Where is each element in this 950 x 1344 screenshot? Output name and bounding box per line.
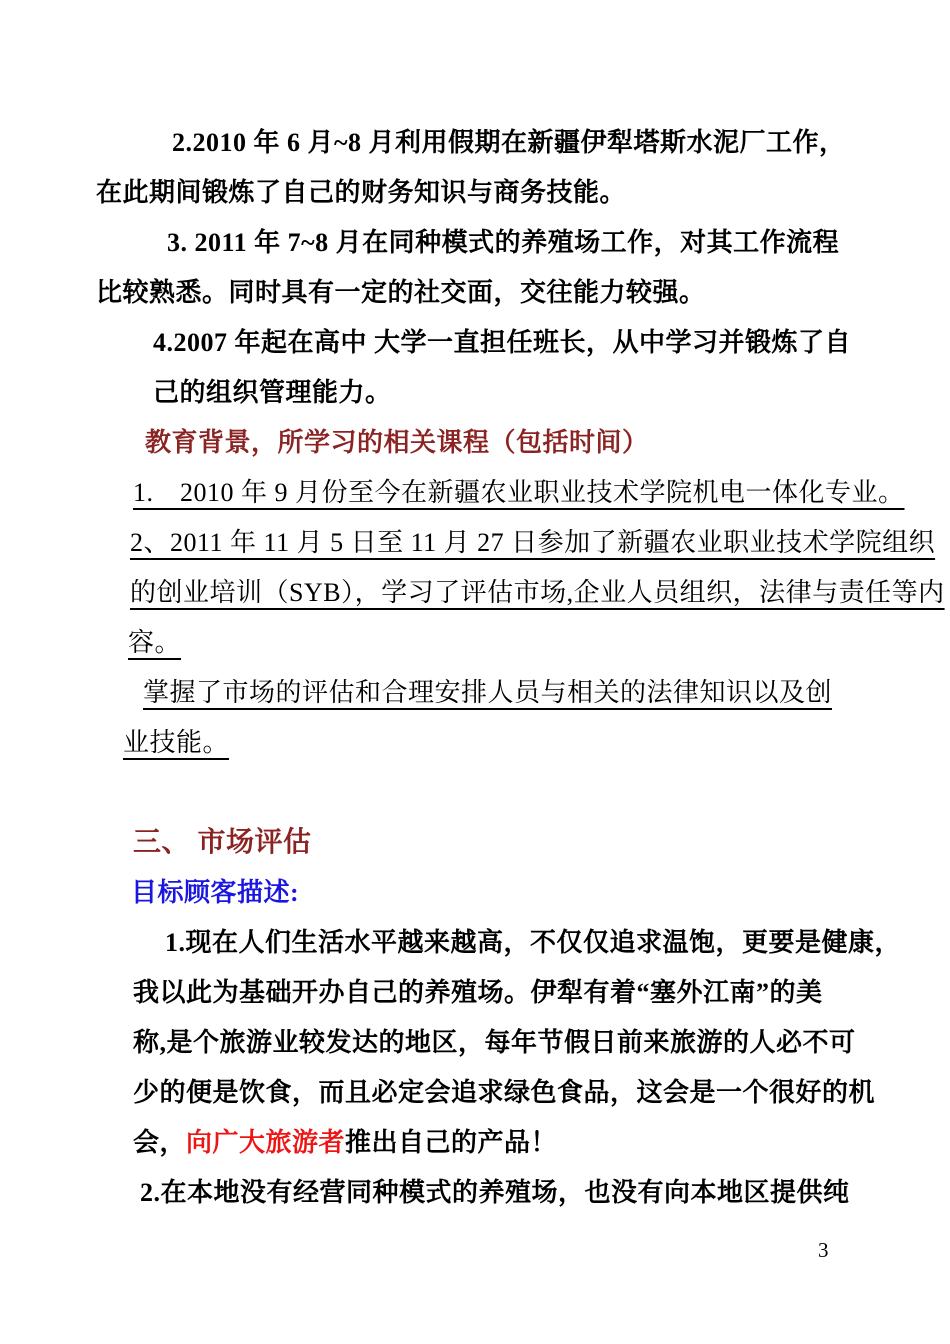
- education-item-2-line-3: 容。: [128, 628, 182, 657]
- line-text-before: 会，: [133, 1128, 187, 1157]
- document-body: [0, 118, 950, 1218]
- customers-item-1-line-5: [0, 1118, 950, 1168]
- experience-item-2-line-2: 在此期间锻炼了自己的财务知识与商务技能。: [96, 178, 627, 207]
- experience-item-3-line-1: 3. 2011 年 7~8 月在同种模式的养殖场工作，对其工作流程: [167, 228, 840, 257]
- education-section-heading: 教育背景，所学习的相关课程（包括时间）: [145, 428, 649, 457]
- education-item-2-line-2: 的创业培训（SYB），学习了评估市场,企业人员组织，法律与责任等内: [130, 578, 945, 607]
- highlighted-red-text: 向广大旅游者: [186, 1128, 346, 1157]
- line-text-after: 推出自己的产品！: [345, 1128, 558, 1157]
- education-summary-line-1: 掌握了市场的评估和合理安排人员与相关的法律知识以及创: [143, 678, 833, 707]
- page-number: 3: [818, 1238, 829, 1262]
- experience-item-3-line-2: 比较熟悉。同时具有一定的社交面，交往能力较强。: [96, 278, 706, 307]
- experience-item-4-line-2: 己的组织管理能力。: [153, 378, 392, 407]
- customers-item-1-line-4: 少的便是饮食，而且必定会追求绿色食品，这会是一个很好的机: [133, 1078, 876, 1107]
- customers-item-1-line-3: 称,是个旅游业较发达的地区，每年节假日前来旅游的人必不可: [133, 1028, 856, 1057]
- education-summary-line-2: 业技能。: [123, 728, 230, 757]
- market-evaluation-heading: 三、 市场评估: [133, 827, 312, 858]
- customers-item-1-line-1: 1.现在人们生活水平越来越高，不仅仅追求温饱，更要是健康，: [165, 928, 902, 957]
- blank-line: [0, 768, 950, 818]
- education-item-1: 1. 2010 年 9 月份至今在新疆农业职业技术学院机电一体化专业。: [133, 478, 905, 507]
- education-item-2-line-1: 2、2011 年 11 月 5 日至 11 月 27 日参加了新疆农业职业技术学院组织: [130, 528, 936, 557]
- customers-item-1-line-2: 我以此为基础开办自己的养殖场。伊犁有着“塞外江南”的美: [133, 978, 823, 1007]
- target-customers-heading: 目标顾客描述:: [131, 878, 300, 907]
- customers-item-2-line-1: 2.在本地没有经营同种模式的养殖场，也没有向本地区提供纯: [140, 1178, 850, 1207]
- experience-item-4-line-1: 4.2007 年起在高中 大学一直担任班长，从中学习并锻炼了自: [153, 328, 852, 357]
- experience-item-2-line-1: 2.2010 年 6 月~8 月利用假期在新疆伊犁塔斯水泥厂工作，: [172, 128, 846, 157]
